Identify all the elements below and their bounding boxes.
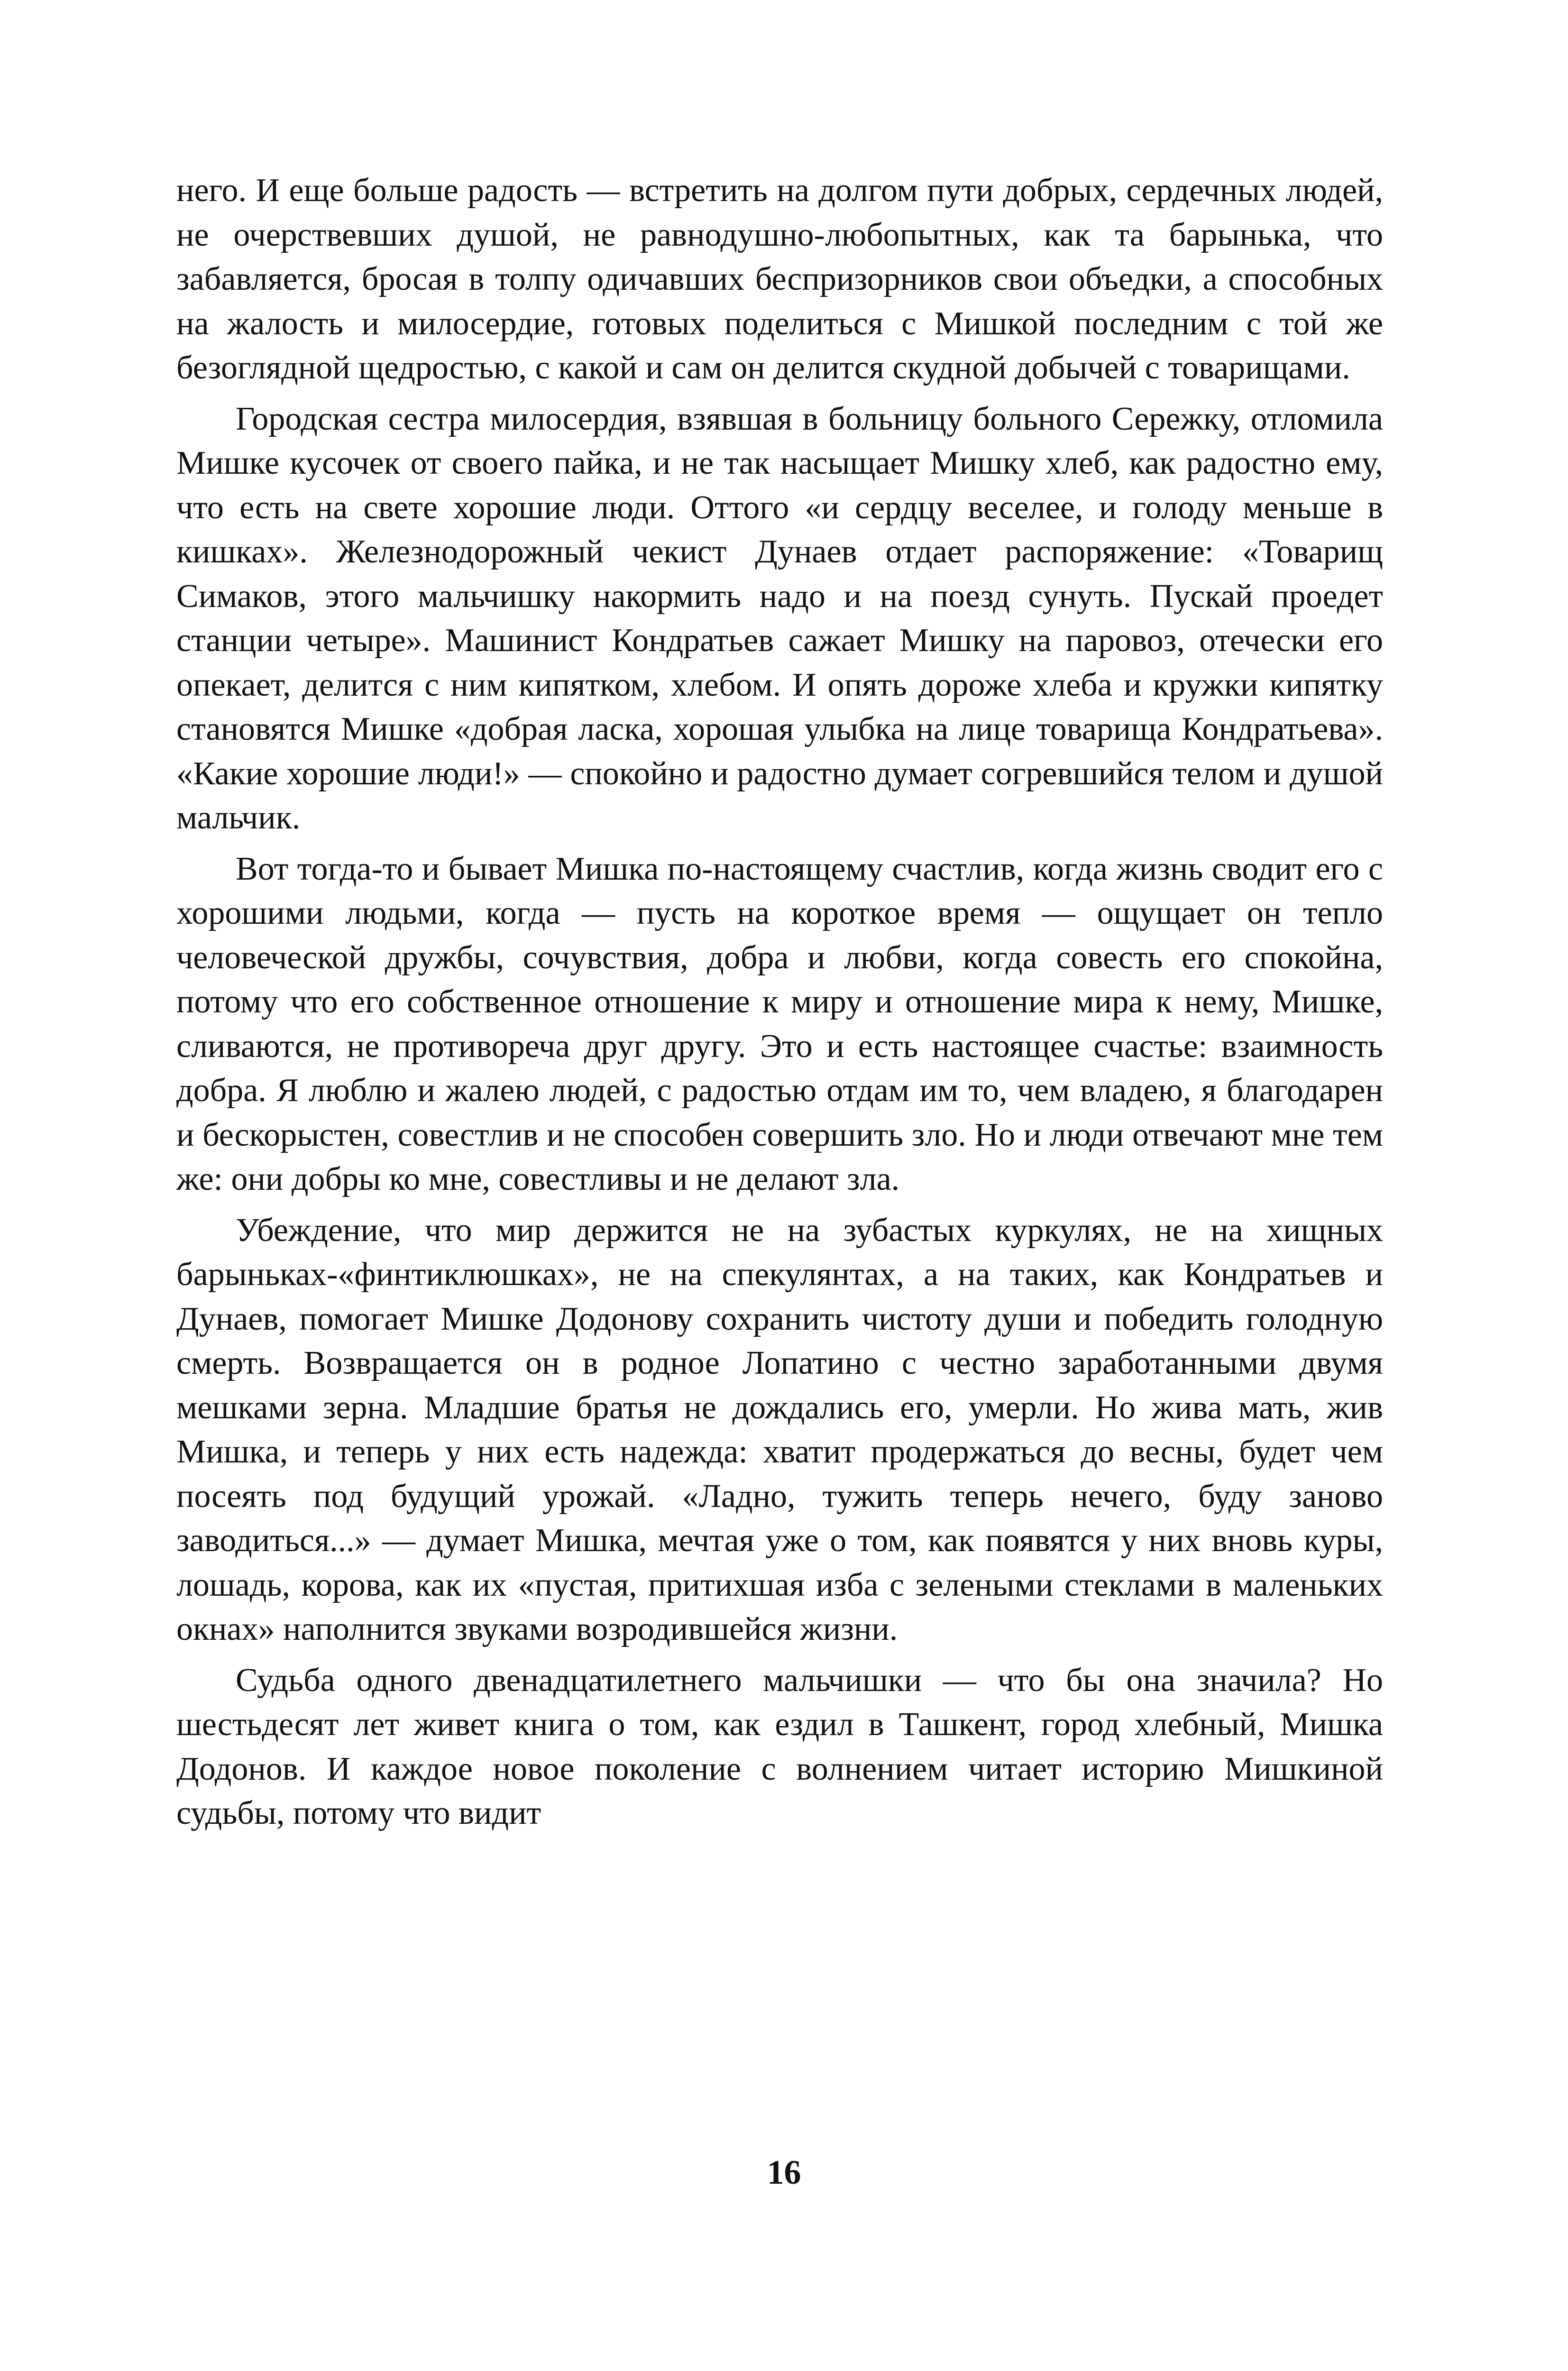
paragraph-3: Вот тогда-то и бывает Мишка по-настоящему счастлив, когда жизнь сводит его с хорошими людьми, когда — пусть на короткое время — ощущает он тепло человеческой дружбы, сочувствия, добра и любви, когда совесть его спокойна, потому что его собственное отношение к миру и отношение мира к нему, Мишке, сливаются, не противореча друг другу. Это и есть настоящее счастье: взаимность добра. Я люблю и жалею людей, с радостью отдам им то, чем владею, я благодарен и бескорыстен, совестлив и не способен совершить зло. Но и люди отвечают мне тем же: они добры ко мне, совестливы и не делают зла. xyxy=(176,850,1383,1197)
page-text xyxy=(176,168,1383,1842)
paragraph-5: Судьба одного двенадцатилетнего мальчишки — что бы она значила? Но шестьдесят лет живет книга о том, как ездил в Ташкент, город хлебный, Мишка Додонов. И каждое новое поколение с волнением читает историю Мишкиной судьбы, потому что видит xyxy=(176,1662,1383,1831)
paragraph-2: Городская сестра милосердия, взявшая в больницу больного Сережку, отломила Мишке кусочек от своего пайка, и не так насыщает Мишку хлеб, как радостно ему, что есть на свете хорошие люди. Оттого «и сердцу веселее, и голоду меньше в кишках». Железнодорожный чекист Дунаев отдает распоряжение: «Товарищ Симаков, этого мальчишку накормить надо и на поезд сунуть. Пускай проедет станции четыре». Машинист Кондратьев сажает Мишку на паровоз, отечески его опекает, делится с ним кипятком, хлебом. И опять дороже хлеба и кружки кипятку становятся Мишке «добрая ласка, хорошая улыбка на лице товарища Кондратьева». «Какие хорошие люди!» — спокойно и радостно думает согревшийся телом и душой мальчик. xyxy=(176,400,1383,836)
paragraph-1: него. И еще больше радость — встретить на долгом пути добрых, сердечных людей, не очерствевших душой, не равнодушно-любопытных, как та барынька, что забавляется, бросая в толпу одичавших беспризорников свои объедки, а способных на жалость и милосердие, готовых поделиться с Мишкой последним с той же безоглядной щедростью, с какой и сам он делится скудной добычей с товарищами. xyxy=(176,172,1383,386)
page-number: 16 xyxy=(767,2153,801,2191)
paragraph-4: Убеждение, что мир держится не на зубастых куркулях, не на хищных барыньках-«финтиклюшках», не на спекулянтах, а на таких, как Кондратьев и Дунаев, помогает Мишке Додонову сохранить чистоту души и победить голодную смерть. Возвращается он в родное Лопатино с честно заработанными двумя мешками зерна. Младшие братья не дождались его, умерли. Но жива мать, жив Мишка, и теперь у них есть надежда: хватит продержаться до весны, будет чем посеять под будущий урожай. «Ладно, тужить теперь нечего, буду заново заводиться...» — думает Мишка, мечтая уже о том, как появятся у них вновь куры, лошадь, корова, как их «пустая, притихшая изба с зелеными стеклами в маленьких окнах» наполнится звуками возродившейся жизни. xyxy=(176,1212,1383,1647)
